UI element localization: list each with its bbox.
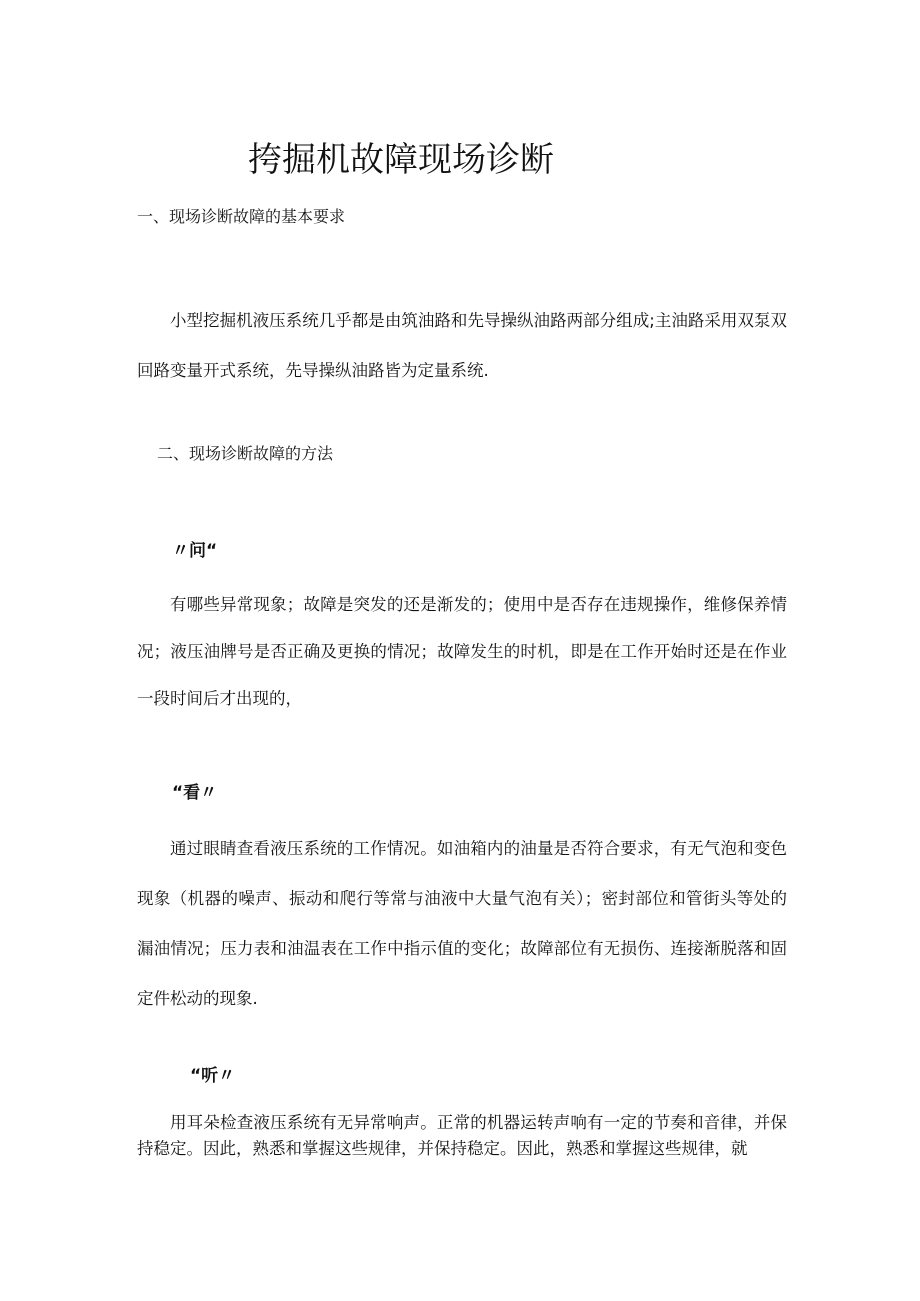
section-heading-methods: 二、现场诊断故障的方法 <box>157 444 334 463</box>
paragraph-ask: 有哪些异常现象；故障是突发的还是渐发的；使用中是否存在违规操作，维修保养情况；液压油牌号是否正确及更换的情况；故障发生的时机，即是在工作开始时还是在作业一段时间后才出现的， <box>137 595 787 708</box>
paragraph-listen: 用耳朵检查液压系统有无异常响声。正常的机器运转声响有一定的节奏和音律，并保持稳定。因此，熟悉和掌握这些规律，并保持稳定。因此，熟悉和掌握这些规律，就 <box>137 1113 787 1158</box>
paragraph-system-overview: 小型挖掘机液压系统几乎都是由筑油路和先导操纵油路两部分组成;主油路采用双泵双回路变量开式系统，先导操纵油路皆为定量系统. <box>137 311 787 380</box>
paragraph-look: 通过眼睛查看液压系统的工作情况。如油箱内的油量是否符合要求，有无气泡和变色现象（机器的噪声、振动和爬行等常与油液中大量气泡有关）；密封部位和管街头等处的漏油情况；压力表和油温表在工作中指示值的变化；故障部位有无损伤、连接渐脱落和固定件松动的现象. <box>137 839 787 1008</box>
subheading-listen: “听〃 <box>190 1066 236 1086</box>
section-heading-basic-requirements: 一、现场诊断故障的基本要求 <box>137 207 346 226</box>
document-title: 挎掘机故障现场诊断 <box>248 140 554 180</box>
subheading-ask: 〃问“ <box>172 541 218 561</box>
subheading-look: “看〃 <box>172 783 218 803</box>
